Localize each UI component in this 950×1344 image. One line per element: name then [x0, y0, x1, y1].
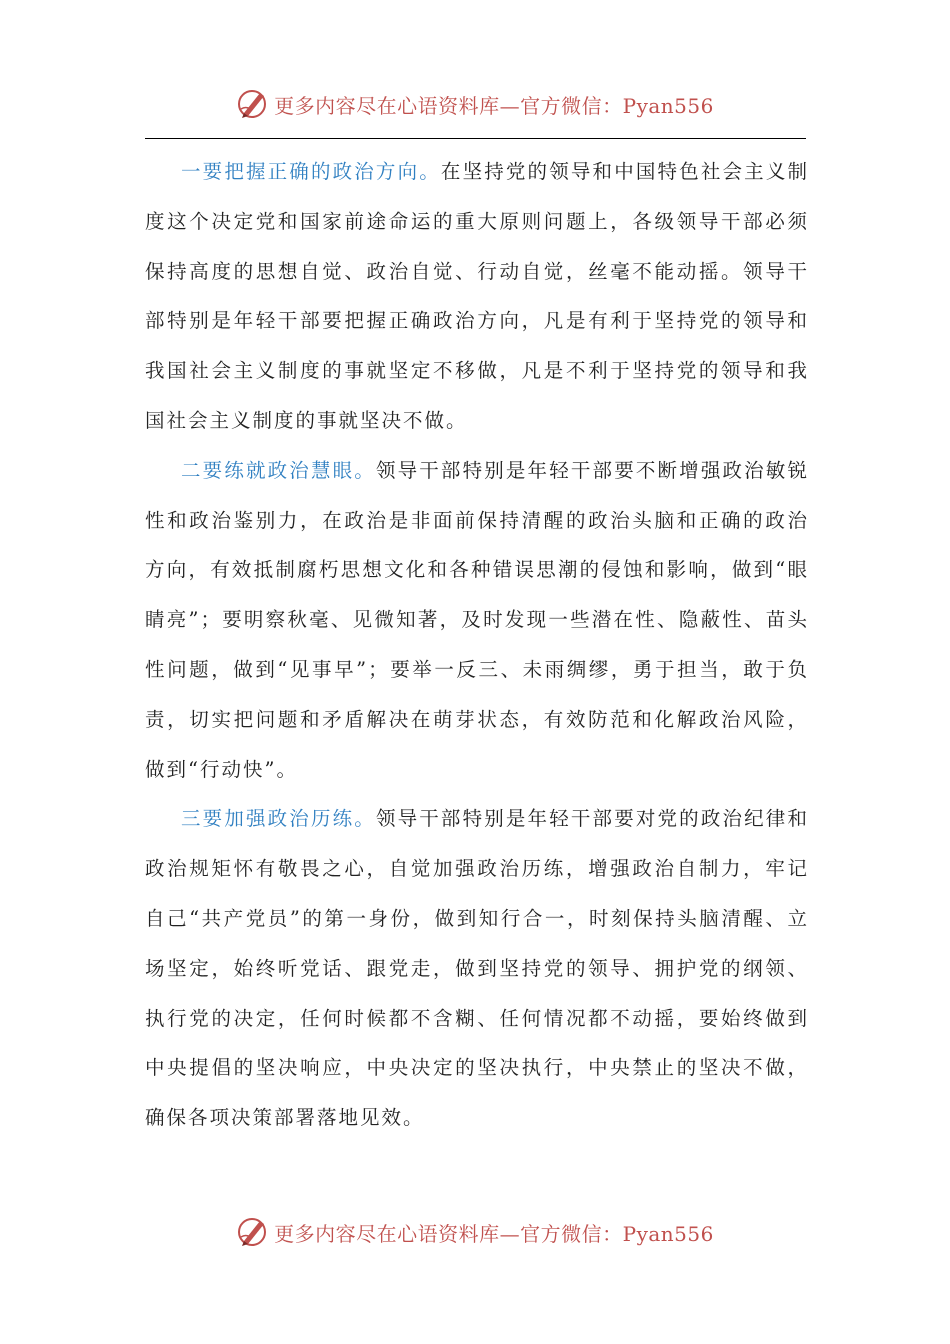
paragraph-3-body: 领导干部特别是年轻干部要对党的政治纪律和政治规矩怀有敬畏之心，自觉加强政治历练，增强政治自制力，牢记自己“共产党员”的第一身份，做到知行合一，时刻保持头脑清醒、立场坚定，始终听党话、跟党走，做到坚持党的领导、拥护党的纲领、执行党的决定，任何时候都不含糊、任何情况都不动摇，要始终做到中央提倡的坚决响应，中央决定的坚决执行，中央禁止的坚决不做，确保各项决策部署落地见效。	[145, 807, 809, 1130]
pen-logo-icon	[236, 1215, 270, 1249]
footer-banner-text: 更多内容尽在心语资料库—官方微信：Pyan556	[274, 1221, 714, 1246]
paragraph-2-body: 领导干部特别是年轻干部要不断增强政治敏锐性和政治鉴别力，在政治是非面前保持清醒的政治头脑和正确的政治方向，有效抵制腐朽思想文化和各种错误思潮的侵蚀和影响，做到“眼睛亮”；要明察秋毫、见微知著，及时发现一些潜在性、隐蔽性、苗头性问题，做到“见事早”；要举一反三、未雨绸缪，勇于担当，敢于负责，切实把问题和矛盾解决在萌芽状态，有效防范和化解政治风险，做到“行动快”。	[145, 458, 809, 781]
paragraph-1	[145, 147, 809, 446]
paragraph-1-body: 在坚持党的领导和中国特色社会主义制度这个决定党和国家前途命运的重大原则问题上，各级领导干部必须保持高度的思想自觉、政治自觉、行动自觉，丝毫不能动摇。领导干部特别是年轻干部要把握正确政治方向，凡是有利于坚持党的领导和我国社会主义制度的事就坚定不移做，凡是不利于坚持党的领导和我国社会主义制度的事就坚决不做。	[145, 160, 809, 432]
header-divider	[145, 138, 806, 139]
paragraph-3	[145, 794, 809, 1143]
header-banner-text: 更多内容尽在心语资料库—官方微信：Pyan556	[274, 93, 714, 118]
paragraph-3-lead: 三要加强政治历练。	[181, 807, 376, 831]
footer-banner	[0, 1212, 950, 1252]
header-banner	[0, 84, 950, 124]
paragraph-2-lead: 二要练就政治慧眼。	[181, 458, 376, 482]
paragraph-1-lead: 一要把握正确的政治方向。	[181, 160, 441, 183]
pen-logo-icon	[236, 87, 270, 121]
document-body	[145, 147, 809, 1143]
paragraph-2	[145, 446, 809, 795]
